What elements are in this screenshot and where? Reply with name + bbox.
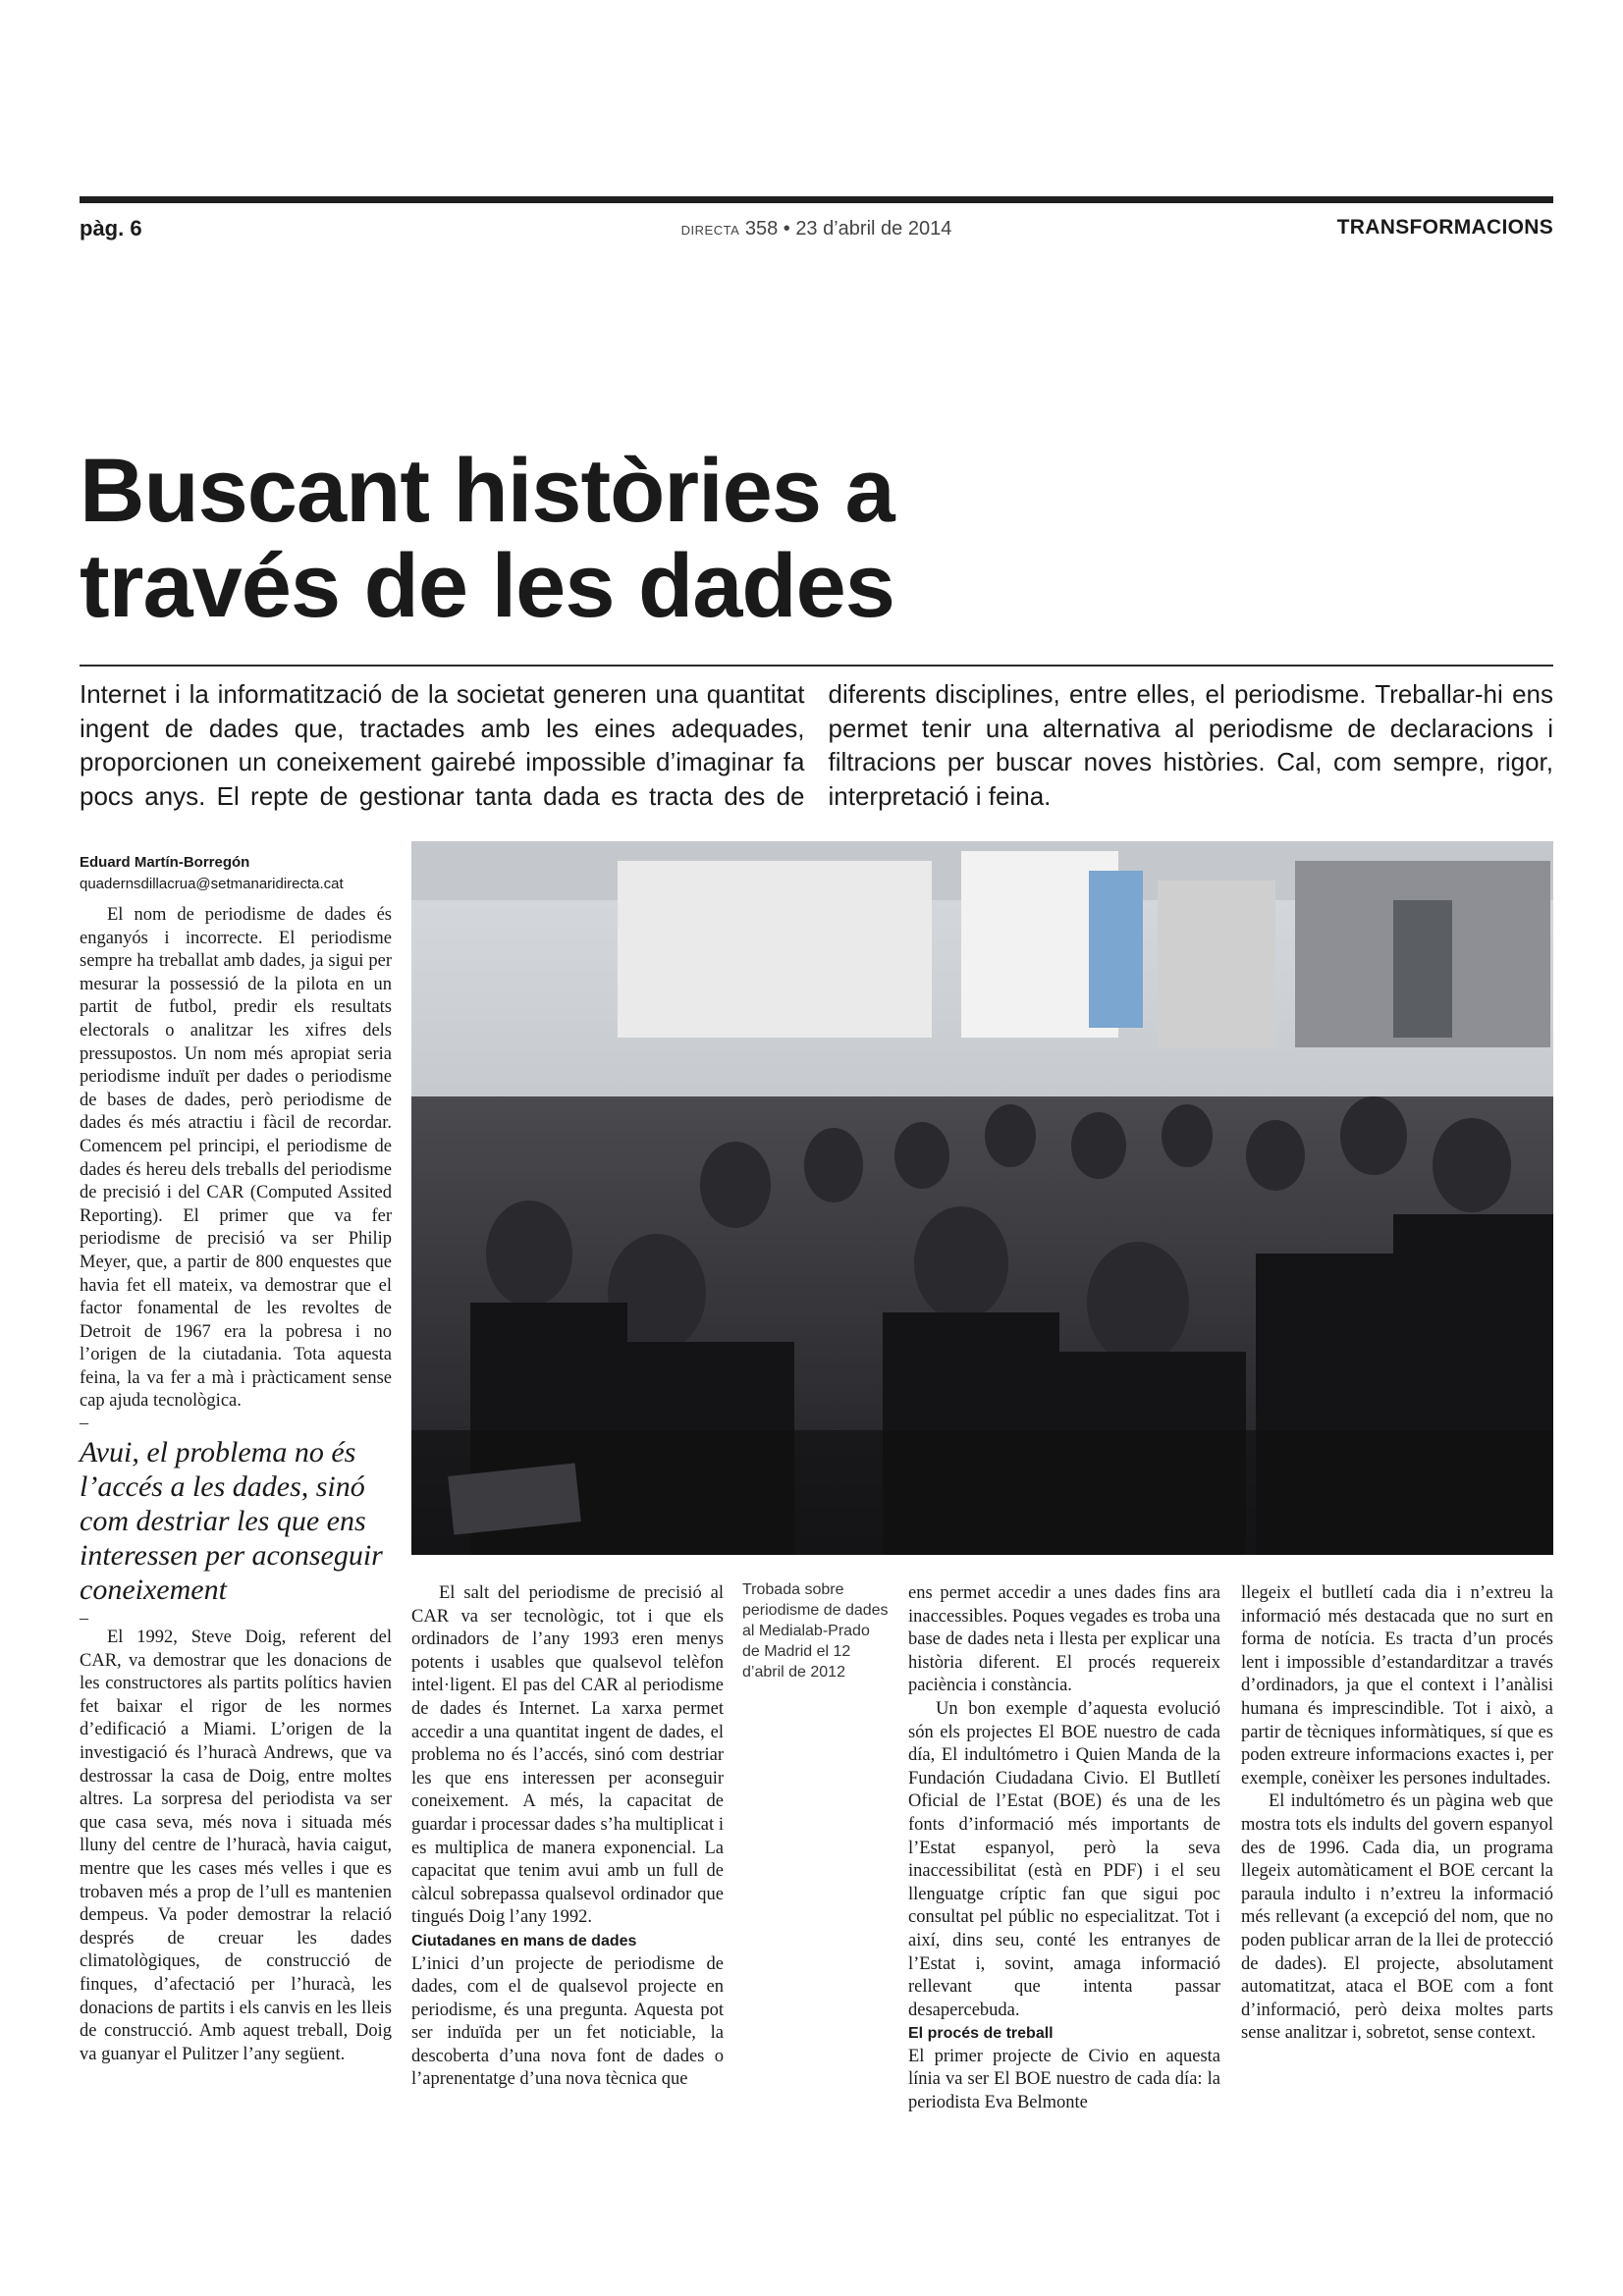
- column2-subhead: Ciutadanes en mans de dades: [411, 1932, 637, 1949]
- column2-paragraph-2: L’inici d’un projecte de periodisme de dades, com el de qualsevol projecte en periodisme, és una pregunta. Aquesta pot ser induïda per un fet noticiable, la descoberta d’una nova font de dades o l’aprenentatge d’una nova tècnica que: [411, 1953, 724, 2090]
- column3-paragraph-1: ens permet accedir a unes dades fins ara inaccessibles. Poques vegades es troba una base de dades neta i llesta per explicar una història diferent. El procés requereix paciència i constància.: [908, 1583, 1220, 1696]
- article-column-1: [80, 904, 392, 2066]
- column1-paragraph-2: El 1992, Steve Doig, referent del CAR, va demostrar que les donacions de les constructores als partits polítics havien fet baixar el rigor de les normes d’edificació a Miami. L’origen de la investigació és l’huracà Andrews, que va destrossar la casa de Doig, entre moltes altres. La sorpresa del periodista va ser que casa seva, més nova i situada més lluny del centre de l’huracà, havia caigut, mentre que les cases més velles i que es trobaven més a prop de l’ull es mantenien dempeus. Va poder demostrar la relació després de creuar les dades climatològiques, de construcció de finques, d’afectació per l’huracà, les donacions de partits i els canvis en les lleis de construcció. Amb aquest treball, Doig va guanyar el Pulitzer l’any següent.: [80, 1628, 392, 2064]
- publication-name: DIRECTA: [680, 223, 740, 238]
- pullquote-dash-top: –: [80, 1413, 88, 1433]
- headline-rule: [80, 665, 1553, 667]
- column2-paragraph-1: El salt del periodisme de precisió al CAR va ser tecnològic, tot i que els ordinadors de l’any 1993 eren menys potents i usables que qualsevol telèfon intel·ligent. El pas del CAR al periodisme de dades és Internet. La xarxa permet accedir a una quantitat ingent de dades, el problema no és l’accés, sinó com destriar les que ens interessen per aconseguir coneixement. A més, la capacitat de guardar i processar dades s’ha multiplicat i es multiplica de manera exponencial. La capacitat que tenim avui amb un full de càlcul sobrepassa qualsevol ordinador que tingués Doig l’any 1992.: [411, 1583, 724, 1928]
- author-email[interactable]: quadernsdillacrua@setmanaridirecta.cat: [80, 876, 344, 892]
- pullquote: Avui, el problema no és l’accés a les dades, sinó com destriar les que ens interessen per aconseguir coneixement: [80, 1436, 383, 1607]
- pullquote-dash-bottom: –: [80, 1608, 88, 1629]
- column3-paragraph-2: Un bon exemple d’aquesta evolució són els projectes El BOE nuestro de cada día, El indultómetro i Quien Manda de la Fundación Ciudadana Civio. El Butlletí Oficial de l’Estat (BOE) és una de les fonts d’informació més importants de l’Estat espanyol, però la seva inaccessibilitat (està en PDF) i el seu llenguatge críptic fan que sigui poc consultat pel públic no especialitzat. Tot i així, dins seu, conté les entranyes de l’Estat i, sovint, amaga informació rellevant que intenta passar desapercebuda.: [908, 1698, 1220, 2020]
- author-name: Eduard Martín-Borregón: [80, 854, 250, 871]
- issue-date: 358 • 23 d’abril de 2014: [744, 218, 952, 240]
- article-column-2: [411, 1582, 724, 2092]
- issue-info: [80, 218, 1553, 240]
- column3-subhead: El procés de treball: [908, 2025, 1054, 2043]
- headline-line-2: través de les dades: [80, 536, 894, 636]
- column3-paragraph-3: El primer projecte de Civio en aquesta línia va ser El BOE nuestro de cada día: la periodista Eva Belmonte: [908, 2046, 1220, 2113]
- column4-paragraph-1: llegeix el butlletí cada dia i n’extreu la informació més destacada que no surt en forma de notícia. Es tracta d’un procés lent i impossible d’estandarditzar a través d’ordinadors, ja que el context i l’anàlisi humana és imprescindible. Tot i això, a partir de tècniques informàtiques, sí que es poden extreure informacions exactes i, per exemple, conèixer les persones indultades.: [1241, 1583, 1553, 1789]
- byline: [80, 852, 413, 895]
- section-name: TRANSFORMACIONS: [1336, 216, 1553, 239]
- page-number: pàg. 6: [80, 216, 142, 240]
- article-column-4: [1241, 1582, 1553, 2046]
- photo-caption: Trobada sobre periodisme de dades al Medialab-Prado de Madrid el 12 d’abril de 2012: [742, 1581, 889, 1681]
- lede: Internet i la informatització de la societat generen una quantitat ingent de dades que, tractades amb les eines adequades, proporcionen un coneixement gairebé impossible d’imaginar fa pocs anys. El repte de gestionar tanta dada es tracta des de diferents disciplines, entre elles, el periodisme. Treballar-hi ens permet tenir una alternativa al periodisme de declaracions i filtracions per buscar noves històries. Cal, com sempre, rigor, interpretació i feina.: [80, 679, 1553, 811]
- article-column-3: [908, 1582, 1220, 2115]
- page-header: [80, 216, 1553, 245]
- column1-paragraph-1: El nom de periodisme de dades és enganyós i incorrecte. El periodisme sempre ha treballat amb dades, ja sigui per mesurar la possessió de la pilota en un partit de futbol, predir els resultats electorals o analitzar les xifres dels pressupostos. Un nom més apropiat seria periodisme induït per dades o periodisme de bases de dades, però periodisme de dades és més atractiu i fàcil de recordar. Comencem pel principi, el periodisme de dades és hereu dels treballs del periodisme de precisió i del CAR (Computed Assited Reporting). El primer que va fer periodisme de precisió va ser Philip Meyer, que, a partir de 800 enquestes que havia fet ell mateix, va demostrar que el factor fonamental de les revoltes de Detroit de 1967 era la pobresa i no l’origen de la ciutadania. Tota aquesta feina, la va fer a mà i pràcticament sense cap ajuda tecnològica.: [80, 905, 392, 1412]
- headline: [80, 441, 1061, 636]
- top-rule: [80, 196, 1553, 203]
- column4-paragraph-2: El indultómetro és un pàgina web que mostra tots els indults del govern espanyol des de 1996. Cada dia, un programa llegeix automàticament el BOE cercant la paraula indulto i n’extreu la informació més rellevant (a excepció del nom, que no poden publicar arran de la llei de protecció de dades). El projecte, absolutament automatitzat, ataca el BOE com a font d’informació, però deixa moltes parts sense analitzar i, sobretot, sense context.: [1241, 1791, 1553, 2044]
- event-photo: [411, 841, 1553, 1555]
- headline-line-1: Buscant històries a: [80, 441, 894, 541]
